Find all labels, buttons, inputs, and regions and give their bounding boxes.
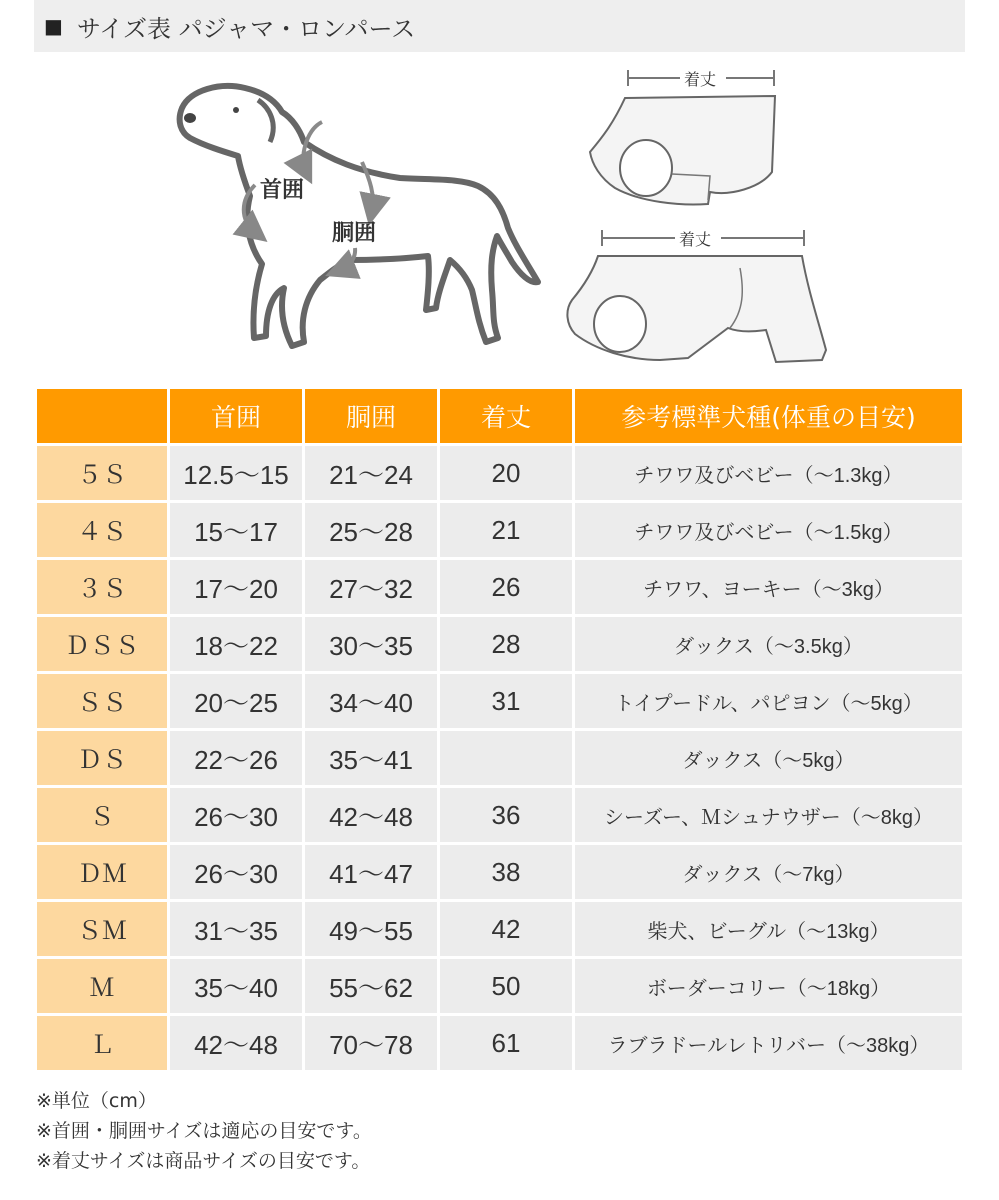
table-row xyxy=(37,617,962,671)
size-cell: ４Ｓ xyxy=(37,503,167,557)
romper-diagram xyxy=(567,228,826,362)
neck-cell: 17〜20 xyxy=(170,560,302,614)
notes xyxy=(36,1086,372,1176)
table-row xyxy=(37,674,962,728)
size-cell: ３Ｓ xyxy=(37,560,167,614)
table-row xyxy=(37,788,962,842)
square-bullet-icon: ■ xyxy=(44,14,63,38)
length-cell: 36 xyxy=(440,788,572,842)
breed-cell: ラブラドールレトリバー（〜38kg） xyxy=(575,1016,962,1070)
table-row xyxy=(37,845,962,899)
note-length: ※着丈サイズは商品サイズの目安です。 xyxy=(36,1150,371,1172)
neck-cell: 26〜30 xyxy=(170,788,302,842)
chest-cell: 34〜40 xyxy=(305,674,437,728)
breed-cell: チワワ、ヨーキー（〜3kg） xyxy=(575,560,962,614)
breed-cell: ダックス（〜5kg） xyxy=(575,731,962,785)
chest-cell: 25〜28 xyxy=(305,503,437,557)
breed-cell: トイプードル、パピヨン（〜5kg） xyxy=(575,674,962,728)
breed-cell: ダックス（〜7kg） xyxy=(575,845,962,899)
neck-cell: 31〜35 xyxy=(170,902,302,956)
size-table xyxy=(34,386,965,1073)
note-unit: ※単位（cm） xyxy=(36,1090,157,1112)
measurement-illustration xyxy=(0,60,999,380)
chest-cell: 35〜41 xyxy=(305,731,437,785)
chest-label: 胴囲 xyxy=(332,221,377,246)
neck-label: 首囲 xyxy=(260,178,305,203)
size-cell: Ｓ xyxy=(37,788,167,842)
breed-cell: ダックス（〜3.5kg） xyxy=(575,617,962,671)
pajama-diagram xyxy=(590,68,775,204)
breed-cell: 柴犬、ビーグル（〜13kg） xyxy=(575,902,962,956)
length-cell: 26 xyxy=(440,560,572,614)
size-cell: ＤＳＳ xyxy=(37,617,167,671)
chest-cell: 27〜32 xyxy=(305,560,437,614)
table-row xyxy=(37,1016,962,1070)
note-neck-chest: ※首囲・胴囲サイズは適応の目安です。 xyxy=(36,1120,372,1142)
neck-cell: 26〜30 xyxy=(170,845,302,899)
header-size xyxy=(37,389,167,443)
header-length: 着丈 xyxy=(440,389,572,443)
table-row xyxy=(37,560,962,614)
size-cell: ＳＳ xyxy=(37,674,167,728)
neck-cell: 35〜40 xyxy=(170,959,302,1013)
header-breed: 参考標準犬種(体重の目安) xyxy=(575,389,962,443)
length-label-bottom: 着丈 xyxy=(679,230,712,249)
size-cell: ５Ｓ xyxy=(37,446,167,500)
length-label-top: 着丈 xyxy=(684,70,717,89)
chest-cell: 55〜62 xyxy=(305,959,437,1013)
size-cell: ＳＭ xyxy=(37,902,167,956)
page-title: サイズ表 パジャマ・ロンパース xyxy=(76,14,416,43)
breed-cell: チワワ及びベビー（〜1.3kg） xyxy=(575,446,962,500)
neck-cell: 20〜25 xyxy=(170,674,302,728)
length-cell: 61 xyxy=(440,1016,572,1070)
breed-cell: ボーダーコリー（〜18kg） xyxy=(575,959,962,1013)
table-row xyxy=(37,902,962,956)
header-neck: 首囲 xyxy=(170,389,302,443)
table-header-row xyxy=(37,389,962,443)
length-cell: 38 xyxy=(440,845,572,899)
length-cell: 20 xyxy=(440,446,572,500)
size-cell: ＤＳ xyxy=(37,731,167,785)
breed-cell: シーズー、Ｍシュナウザー（〜8kg） xyxy=(575,788,962,842)
chest-cell: 70〜78 xyxy=(305,1016,437,1070)
chest-cell: 41〜47 xyxy=(305,845,437,899)
page-title-bar xyxy=(34,0,965,52)
table-row xyxy=(37,503,962,557)
neck-cell: 18〜22 xyxy=(170,617,302,671)
size-cell: Ｍ xyxy=(37,959,167,1013)
neck-cell: 42〜48 xyxy=(170,1016,302,1070)
length-cell: 42 xyxy=(440,902,572,956)
neck-cell: 22〜26 xyxy=(170,731,302,785)
table-row xyxy=(37,959,962,1013)
table-row xyxy=(37,731,962,785)
length-cell: 31 xyxy=(440,674,572,728)
chest-cell: 42〜48 xyxy=(305,788,437,842)
chest-cell: 49〜55 xyxy=(305,902,437,956)
chest-cell: 21〜24 xyxy=(305,446,437,500)
breed-cell: チワワ及びベビー（〜1.5kg） xyxy=(575,503,962,557)
size-cell: ＤＭ xyxy=(37,845,167,899)
length-cell: 28 xyxy=(440,617,572,671)
header-chest: 胴囲 xyxy=(305,389,437,443)
size-cell: Ｌ xyxy=(37,1016,167,1070)
neck-cell: 12.5〜15 xyxy=(170,446,302,500)
length-cell: 21 xyxy=(440,503,572,557)
table-row xyxy=(37,446,962,500)
length-cell xyxy=(440,731,572,785)
neck-cell: 15〜17 xyxy=(170,503,302,557)
dog-icon xyxy=(180,86,538,346)
length-cell: 50 xyxy=(440,959,572,1013)
chest-cell: 30〜35 xyxy=(305,617,437,671)
